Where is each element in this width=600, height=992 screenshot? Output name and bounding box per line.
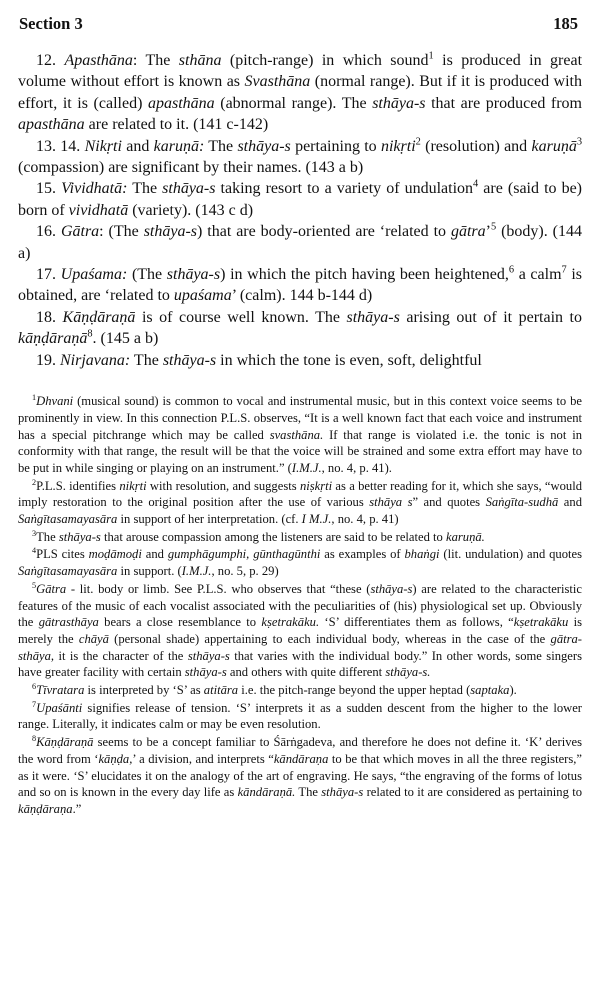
text-run: ) are related to the characteristic features of the music of each vocalist associated with the peculiarities of (his) physiological set up. Obviously the (18, 581, 582, 630)
text-run: - lit. body or limb. See P.L.S. who observes that “these ( (66, 581, 371, 596)
text-run: ‘S’ differentiates them as follows, “ (319, 615, 514, 630)
text-run: are (said to be) born of (18, 180, 582, 219)
text-run: (abnormal range). The (214, 94, 373, 112)
italic-term: kāṇḍāraṇa (18, 801, 73, 816)
text-run: (compassion) are significant by their names. (143 a b) (18, 159, 364, 177)
text-run: . (145 a b) (92, 330, 159, 348)
italic-term: apasthāna (147, 94, 215, 112)
text-run: (variety). (143 c d) (128, 201, 254, 219)
text-run: (personal shade) appertaining to each individual body, whereas in the case of the (108, 631, 551, 646)
text-run: (resolution) and (420, 137, 532, 155)
italic-term: sthāna (178, 52, 222, 69)
italic-term: I M.J. (301, 512, 332, 527)
note-marker: 8 (32, 733, 37, 743)
italic-term: Upaśama: (60, 266, 128, 284)
italic-term: chāyā (78, 631, 109, 646)
italic-term: sthāya-s (321, 785, 364, 800)
italic-term: Upaśānti (36, 700, 83, 715)
italic-term: kāṇḍāraṇā (18, 330, 88, 348)
text-run: as examples of (320, 547, 405, 562)
text-run: pertaining to (290, 137, 381, 155)
text-run: and (558, 495, 582, 510)
text-run: are related to it. (141 c-142) (84, 116, 269, 134)
text-run: The (204, 137, 238, 155)
text-run: 17. (36, 266, 61, 284)
text-run: is of course well known. The (135, 308, 347, 326)
italic-term: Svasthāna (244, 73, 311, 91)
italic-term: Saṅgīta-sudhā (485, 495, 559, 510)
text-run: and others with quite different (226, 665, 386, 680)
text-run: 12. (36, 52, 65, 69)
text-run: to be that which moves in all the three registers,” as it were. ‘S’ elucidates it on the analogy of the art of engraving. He says, “the engraving of the forms of lotus and so on is known in the every day life as (18, 751, 582, 800)
text-run: 15. (36, 180, 62, 198)
italic-term: sthāya-s (370, 581, 413, 596)
text-run: P.L.S. identifies (36, 478, 120, 493)
italic-term: atitāra (203, 683, 239, 698)
italic-term: kṣetrakāku (513, 615, 569, 630)
text-run: seems to be a concept familiar to Śārṅgadeva, and therefore he does not define it. ‘K’ derives the word from ‘ (18, 735, 582, 766)
note-marker: 5 (32, 580, 37, 590)
italic-term: sthāya-s (346, 308, 400, 326)
italic-term: sthāya s (369, 495, 413, 510)
text-run: is obtained, are ‘related to (18, 266, 583, 305)
text-run: (lit. undulation) and quotes (439, 547, 583, 562)
text-run: 16. (36, 223, 61, 241)
text-run: : The (132, 52, 179, 69)
note-marker: 4 (473, 179, 479, 191)
italic-term: karuṇā: (153, 137, 205, 155)
italic-term: vividhatā (68, 201, 129, 219)
italic-term: gātra (450, 223, 486, 241)
italic-term: nikṛti (119, 478, 147, 493)
text-run: , no. 4, p. 41) (331, 512, 399, 527)
text-run: that varies with the individual body.” In other words, some singers have greater facility with certain (18, 648, 582, 680)
footnote-4 (18, 546, 582, 579)
italic-term: sthāya-s (237, 137, 291, 155)
italic-term: sthāya-s (162, 351, 217, 369)
italic-term: gātrasthāya (38, 615, 99, 630)
italic-term: sthāya-s (184, 665, 227, 680)
paragraph-12-apasthana (18, 50, 582, 136)
footnote-6 (18, 682, 582, 699)
note-marker: 3 (576, 136, 583, 148)
running-header (18, 14, 582, 34)
text-run: PLS cites (36, 547, 89, 562)
italic-term: I.M.J. (181, 564, 212, 579)
italic-term: Tīvratara (36, 683, 85, 698)
paragraph-19-nirjavana (18, 350, 582, 371)
text-run: ) in which the pitch having been heightened, (220, 266, 509, 284)
text-run: taking resort to a variety of undulation (215, 180, 474, 198)
text-run: that are produced from (425, 94, 582, 112)
note-marker: 2 (415, 136, 421, 148)
text-run: ). (509, 683, 517, 698)
text-run: 19. (36, 351, 60, 369)
text-run: as a better reading for it, which she says, “would imply restoration to the original position after the use of various (18, 478, 582, 510)
footnote-1 (18, 393, 582, 477)
footnotes (18, 393, 582, 818)
italic-term: kāndāraṇa (273, 751, 329, 766)
italic-term: Nirjavana: (60, 351, 131, 369)
note-marker: 6 (32, 681, 37, 691)
italic-term: sthāya-s (143, 223, 198, 241)
italic-term: kāṇḍa, (98, 751, 133, 766)
italic-term: Kāṇḍāraṇā (36, 735, 94, 750)
italic-term: sthāya-s (187, 648, 230, 663)
italic-term: kāndāraṇā. (237, 785, 296, 800)
text-run: The (295, 785, 322, 800)
italic-term: svasthāna. (269, 427, 324, 442)
text-run: , no. 4, p. 41). (321, 460, 392, 475)
text-run: 13. 14. (36, 137, 85, 155)
paragraph-18-kandarana (18, 307, 582, 350)
italic-term: Saṅgītasamayasāra (18, 512, 118, 527)
footnote-8 (18, 734, 582, 818)
italic-term: Saṅgītasamayasāra (18, 564, 118, 579)
text-run: in support. ( (117, 564, 182, 579)
text-run: (The (127, 266, 167, 284)
italic-term: Kāṇḍāraṇā (62, 308, 136, 326)
text-run: and (141, 547, 168, 562)
text-run: with resolution, and suggests (146, 478, 300, 493)
text-run: in which the tone is even, soft, delightful (216, 351, 482, 369)
main-text (18, 50, 582, 371)
text-run: ’ a division, and interprets “ (132, 751, 274, 766)
note-marker: 7 (32, 699, 37, 709)
italic-term: I.M.J. (291, 460, 322, 475)
italic-term: karuṇā. (446, 529, 485, 544)
text-run: that arouse compassion among the listeners are said to be related to (100, 529, 446, 544)
footnote-5 (18, 581, 582, 681)
text-run: : (The (99, 223, 144, 241)
italic-term: nikṛti (380, 137, 416, 155)
footnote-3 (18, 529, 582, 546)
italic-term: Gātra (60, 223, 100, 241)
text-run: ’ (485, 223, 491, 241)
note-marker: 1 (32, 392, 37, 402)
page-number: 185 (553, 14, 578, 33)
paragraph-13-14-nikrti-karuna (18, 136, 582, 179)
italic-term: sthāya-s (166, 266, 221, 284)
text-run: is merely the (18, 615, 582, 646)
text-run: and (121, 137, 154, 155)
italic-term: apasthāna (18, 116, 85, 134)
text-run: ’ (calm). 144 b-144 d) (231, 287, 373, 305)
text-run: If that range is violated i.e. the tonic is not in conformity with that range, the result will be that the voice will be strained and some extra effort may have to be put in while singing or playing on an instrument.” ( (18, 427, 582, 475)
italic-term: kṣetrakāku. (261, 615, 320, 630)
italic-term: gātra-sthāya, (18, 631, 582, 663)
note-marker: 8 (87, 328, 93, 340)
italic-term: Gātra (36, 581, 67, 596)
text-run: ” and quotes (412, 495, 486, 510)
note-marker: 7 (561, 264, 567, 276)
italic-term: sthāya-s. (385, 665, 431, 680)
text-run: is interpreted by ‘S’ as (84, 683, 204, 698)
text-run: related to it are considered as pertaining to (363, 785, 582, 800)
text-run: in support of her interpretation. (cf. (117, 512, 302, 527)
paragraph-16-gatra (18, 221, 582, 264)
italic-term: Nikṛti (84, 137, 122, 155)
text-run: .” (72, 801, 82, 816)
italic-term: gumphāgumphi, gūnthagūnthi (167, 547, 321, 562)
text-run: The (36, 529, 59, 544)
text-run: (pitch-range) in which sound (221, 52, 429, 69)
italic-term: sthāya-s (162, 180, 216, 198)
note-marker: 5 (490, 221, 497, 233)
footnote-2 (18, 478, 582, 528)
text-run: it is the character of the (54, 648, 188, 663)
note-marker: 2 (32, 477, 37, 487)
italic-term: sthāya-s (58, 529, 101, 544)
note-marker: 4 (32, 546, 37, 556)
italic-term: upaśama (173, 287, 232, 305)
paragraph-17-upasama (18, 264, 582, 307)
note-marker: 3 (32, 528, 37, 538)
footnote-7 (18, 700, 582, 733)
text-run: The (130, 351, 163, 369)
paragraph-15-vividhata (18, 178, 582, 221)
italic-term: sthāya-s (372, 94, 426, 112)
text-run: bears a close resemblance to (98, 615, 262, 630)
text-run: , no. 5, p. 29) (211, 564, 279, 579)
text-run: is produced in great volume without effort is known as (18, 52, 583, 91)
note-marker: 1 (428, 50, 434, 62)
text-run: ) that are body-oriented are ‘related to (197, 223, 451, 241)
italic-term: Apasthāna (64, 52, 133, 69)
text-run: The (127, 180, 163, 198)
italic-term: niṣkṛti (299, 478, 333, 493)
italic-term: moḍāmoḍi (88, 547, 142, 562)
italic-term: Vividhatā: (61, 180, 128, 198)
text-run: signifies release of tension. ‘S’ interprets it as a sudden descent from the higher to the lower range. Literally, it indicates calm or may be even resolution. (18, 700, 582, 732)
section-title: Section 3 (19, 14, 83, 33)
italic-term: bhaṅgi (404, 547, 440, 562)
text-run: 18. (36, 308, 63, 326)
text-run: (musical sound) is common to vocal and instrumental music, but in this context voice seems to be prominently in view. In this connection P.L.S. observes, “It is a well known fact that each voice and instrument has a special pitchrange which may be called (18, 394, 582, 442)
note-marker: 6 (508, 264, 515, 276)
italic-term: Dhvani (36, 394, 74, 409)
text-run: a calm (514, 266, 562, 284)
text-run: (body). (144 a) (18, 223, 582, 262)
text-run: (normal range). But if it is produced with effort, it is (called) (18, 73, 583, 112)
italic-term: karuṇā (531, 137, 577, 155)
text-run: i.e. the pitch-range beyond the upper heptad ( (238, 683, 471, 698)
italic-term: saptaka (470, 683, 510, 698)
text-run: arising out of it pertain to (399, 308, 583, 326)
